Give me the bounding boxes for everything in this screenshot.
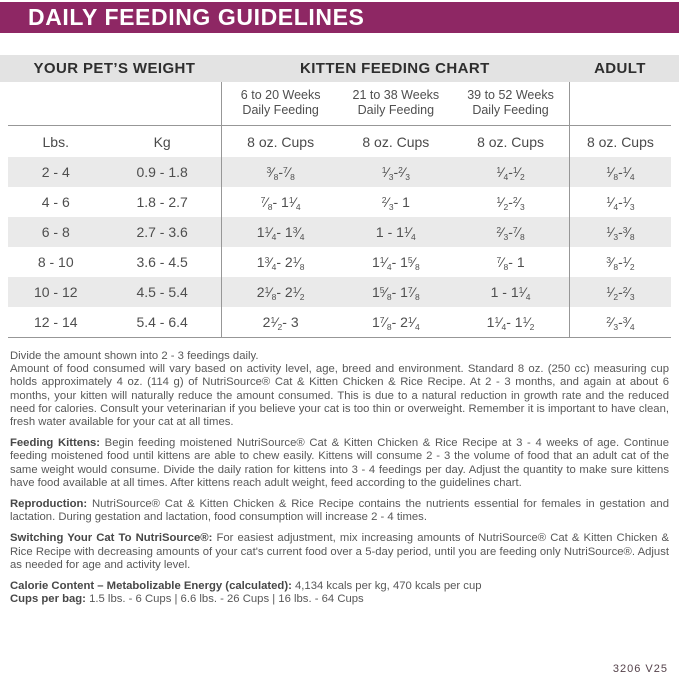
cell-w39_52: 1 $^1$⁄4 - 1 $^1$⁄2	[486, 314, 535, 332]
cell-lbs: 10 - 12	[33, 284, 78, 300]
unit-cups-adult: 8 oz. Cups	[569, 126, 671, 157]
header-kitten-chart: KITTEN FEEDING CHART	[300, 60, 490, 77]
week-header-6-20: 6 to 20 Weeks Daily Feeding	[221, 82, 340, 125]
cell-w39_52: $^1$⁄2 - $^2$⁄3	[496, 194, 525, 212]
cell-w21_38: 1 $^5$⁄8 - 1 $^7$⁄8	[371, 284, 420, 302]
cell-w6_20: $^7$⁄8 - 1 $^1$⁄4	[221, 187, 340, 217]
note-lead: Calorie Content – Metabolizable Energy (calculated):	[10, 580, 292, 593]
cell-w6_20: 1 $^3$⁄4 - 2 $^1$⁄8	[221, 247, 340, 277]
cell-adult: $^1$⁄8 - $^1$⁄4	[569, 157, 671, 187]
week-header-spacer	[103, 82, 220, 125]
note-text: For easiest adjustment, mix increasing amounts of NutriSource® Cat & Kitten Chicken & Rice Recipe with decreasing amounts of your cat's current food over a 5-day period, until you are feeding only NutriSource®. Adjust as needed for age and activity level.	[10, 532, 669, 571]
cell-lbs: 12 - 14	[33, 314, 78, 330]
cell-adult: $^1$⁄2 - $^2$⁄3	[569, 277, 671, 307]
note-text: 4,134 kcals per kg, 470 kcals per cup	[295, 580, 482, 593]
unit-cups-2: 8 oz. Cups	[362, 133, 430, 150]
note-feeding-kittens	[10, 437, 669, 490]
week-header-spacer	[8, 82, 103, 125]
header-adult: ADULT	[594, 60, 646, 77]
notes-section	[10, 350, 669, 606]
intro-body: Amount of food consumed will vary based on activity level, age, breed and environment. Standard 8 oz. (250 cc) measuring cup holds approximately 4 oz. (114 g) of NutriSource® Cat & Kitten Chicken & Rice Recipe. At 2 - 3 months, and again at about 6 months, your kitten will naturally reduce the amount consumed. This is due to a natural reduction in growth rate and the reduced need for calories. Consult your veterinarian if you believe your cat is too thin or overweight. Remember it is important to have clean, fresh water available for your cat at all times.	[10, 363, 669, 429]
cell-adult: $^3$⁄8 - $^1$⁄2	[569, 247, 671, 277]
cell-w21_38: 1 $^7$⁄8 - 2 $^1$⁄4	[371, 314, 420, 332]
cell-kg: 4.5 - 5.4	[136, 284, 188, 300]
table-row	[8, 187, 671, 217]
cell-lbs: 8 - 10	[37, 254, 74, 270]
cell-lbs: 4 - 6	[41, 194, 70, 210]
note-lead: Cups per bag:	[10, 593, 86, 606]
cell-kg: 5.4 - 6.4	[136, 314, 188, 330]
header-pet-weight: YOUR PET’S WEIGHT	[33, 60, 196, 77]
note-text: Begin feeding moistened NutriSource® Cat & Kitten Chicken & Rice Recipe at 3 - 4 weeks of age. Continue feeding moistened food until kittens are able to chew easily. Kittens will consume 2 - 3 the volume of food that an adult cat of the same weight would consume. Divide the daily ration for kittens into 3 - 4 feedings per day. Adjust the quantity to make sure kittens have food available at all times. After kittens reach adult weight, feed according to the guidelines chart.	[10, 437, 669, 489]
cell-w6_20: $^3$⁄8 - $^7$⁄8	[221, 157, 340, 187]
cell-adult: $^1$⁄3 - $^3$⁄8	[569, 217, 671, 247]
note-cups-per-bag	[10, 593, 669, 606]
cell-adult: $^2$⁄3 - $^3$⁄4	[569, 307, 671, 337]
cell-w21_38: 1 $^1$⁄4 - 1 $^5$⁄8	[371, 254, 420, 272]
feeding-table	[8, 82, 671, 338]
week-header-adult-spacer	[569, 82, 671, 125]
table-row	[8, 277, 671, 307]
cell-w39_52: $^2$⁄3 - $^7$⁄8	[496, 224, 525, 242]
intro-line: Divide the amount shown into 2 - 3 feedings daily.	[10, 350, 259, 362]
cell-lbs: 6 - 8	[41, 224, 70, 240]
cell-kg: 3.6 - 4.5	[136, 254, 188, 270]
cell-w21_38: 1 - 1 $^1$⁄4	[375, 224, 416, 242]
cell-adult: $^1$⁄4 - $^1$⁄3	[569, 187, 671, 217]
week-header-21-38: 21 to 38 Weeks Daily Feeding	[352, 88, 440, 117]
cell-lbs: 2 - 4	[41, 164, 70, 180]
cell-w6_20: 1 $^1$⁄4 - 1 $^3$⁄4	[221, 217, 340, 247]
unit-header-row	[8, 126, 671, 157]
note-lead: Switching Your Cat To NutriSource®:	[10, 532, 213, 545]
cell-kg: 1.8 - 2.7	[136, 194, 188, 210]
note-lead: Reproduction:	[10, 498, 88, 511]
cell-w39_52: $^1$⁄4 - $^1$⁄2	[496, 164, 525, 182]
note-switching	[10, 532, 669, 572]
footer-code: 3206 V25	[612, 663, 668, 675]
cell-kg: 2.7 - 3.6	[136, 224, 188, 240]
page-title: DAILY FEEDING GUIDELINES	[28, 3, 365, 30]
cell-w39_52: $^7$⁄8 - 1	[496, 254, 525, 272]
unit-lbs: Lbs.	[42, 133, 69, 150]
note-reproduction	[10, 498, 669, 524]
note-lead: Feeding Kittens:	[10, 437, 101, 450]
intro-note	[10, 350, 669, 429]
section-header-bar	[0, 55, 679, 82]
table-row	[8, 307, 671, 337]
note-text: 1.5 lbs. - 6 Cups | 6.6 lbs. - 26 Cups | 16 lbs. - 64 Cups	[89, 593, 364, 606]
note-calorie-content	[10, 580, 669, 593]
unit-cups-1: 8 oz. Cups	[221, 126, 340, 157]
cell-w21_38: $^1$⁄3 - $^2$⁄3	[381, 164, 410, 182]
table-row	[8, 247, 671, 277]
table-row	[8, 217, 671, 247]
week-header-row	[8, 82, 671, 126]
cell-w21_38: $^2$⁄3 - 1	[381, 194, 410, 212]
unit-kg: Kg	[153, 133, 171, 150]
note-text: NutriSource® Cat & Kitten Chicken & Rice Recipe contains the nutrients essential for females in gestation and lactation. During gestation and lactation, food consumption will increase 2 - 4 times.	[10, 498, 669, 524]
cell-w6_20: 2 $^1$⁄8 - 2 $^1$⁄2	[221, 277, 340, 307]
cell-w39_52: 1 - 1 $^1$⁄4	[490, 284, 531, 302]
cell-w6_20: 2 $^1$⁄2 - 3	[221, 307, 340, 337]
table-row	[8, 157, 671, 187]
week-header-39-52: 39 to 52 Weeks Daily Feeding	[467, 88, 554, 117]
title-banner	[0, 2, 679, 33]
unit-cups-3: 8 oz. Cups	[477, 133, 544, 150]
table-rows	[8, 157, 671, 338]
cell-kg: 0.9 - 1.8	[136, 164, 188, 180]
